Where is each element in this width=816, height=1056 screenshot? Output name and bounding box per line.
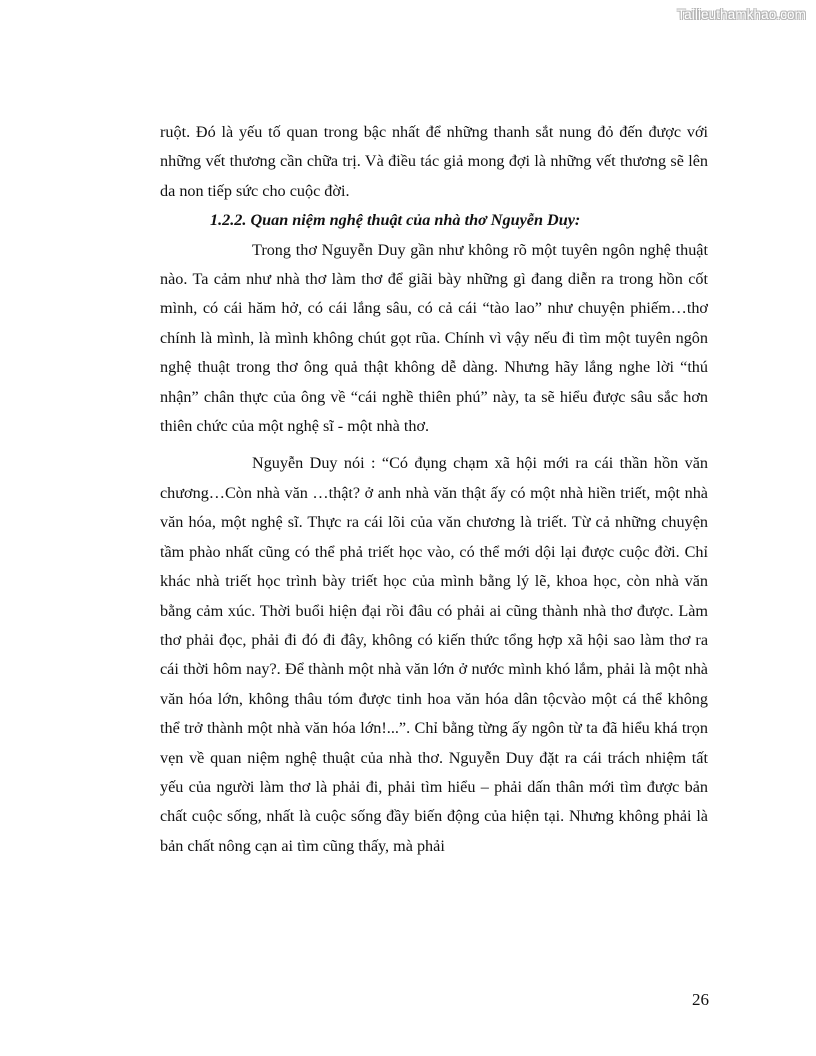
section-heading: 1.2.2. Quan niệm nghệ thuật của nhà thơ Nguyễn Duy:	[210, 211, 581, 230]
paragraph-spacer	[160, 441, 708, 449]
paragraph-quotation: Nguyễn Duy nói : “Có đụng chạm xã hội mới ra cái thần hồn văn chương…Còn nhà văn …thật? ở anh nhà văn thật ấy có một nhà hiền triết, một nhà văn hóa, một nghệ sĩ. Thực ra cái lõi của văn chương là triết. Từ cả những chuyện tầm phào nhất cũng có thể phả triết học vào, có thể mới dội lại được cuộc đời. Chỉ khác nhà triết học trình bày triết học của mình bằng lý lẽ, khoa học, còn nhà văn bằng cảm xúc. Thời buổi hiện đại rồi đâu có phải ai cũng thành nhà thơ được. Làm thơ phải đọc, phải đi đó đi đây, không có kiến thức tổng hợp xã hội sao làm thơ ra cái thời hôm nay?. Để thành một nhà văn lớn ở nước mình khó lắm, phải là một nhà văn hóa lớn, không thâu tóm được tinh hoa văn hóa dân tộcvào một cá thể không thể trở thành một nhà văn hóa lớn!...”. Chỉ bằng từng ấy ngôn từ ta đã hiểu khá trọn vẹn về quan niệm nghệ thuật của nhà thơ. Nguyễn Duy đặt ra cái trách nhiệm tất yếu của người làm thơ là phải đi, phải tìm hiểu – phải dấn thân mới tìm được bản chất cuộc sống, nhất là cuộc sống đầy biến động của hiện tại. Nhưng không phải là bản chất nông cạn ai tìm cũng thấy, mà phải	[160, 454, 708, 855]
watermark-text: Tailieuthamkhao.com	[677, 7, 806, 22]
paragraph-art-manifesto: Trong thơ Nguyễn Duy gần như không rõ một tuyên ngôn nghệ thuật nào. Ta cảm như nhà thơ làm thơ để giãi bày những gì đang diễn ra trong hồn cốt mình, có cái hăm hở, có cái lắng sâu, có cả cái “tào lao” như chuyện phiếm…thơ chính là mình, là mình không chút gọt rũa. Chính vì vậy nếu đi tìm một tuyên ngôn nghệ thuật trong thơ ông quả thật không dễ dàng. Nhưng hãy lắng nghe lời “thú nhận” chân thực của ông về “cái nghề thiên phú” này, ta sẽ hiểu được sâu sắc hơn thiên chức của một nghệ sĩ - một nhà thơ.	[160, 240, 708, 436]
document-body	[160, 118, 708, 861]
page-number: 26	[692, 990, 709, 1009]
paragraph-continuation: ruột. Đó là yếu tố quan trong bậc nhất để những thanh sắt nung đỏ đến được với những vết thương cần chữa trị. Và điều tác giả mong đợi là những vết thương sẽ lên da non tiếp sức cho cuộc đời.	[160, 123, 708, 200]
